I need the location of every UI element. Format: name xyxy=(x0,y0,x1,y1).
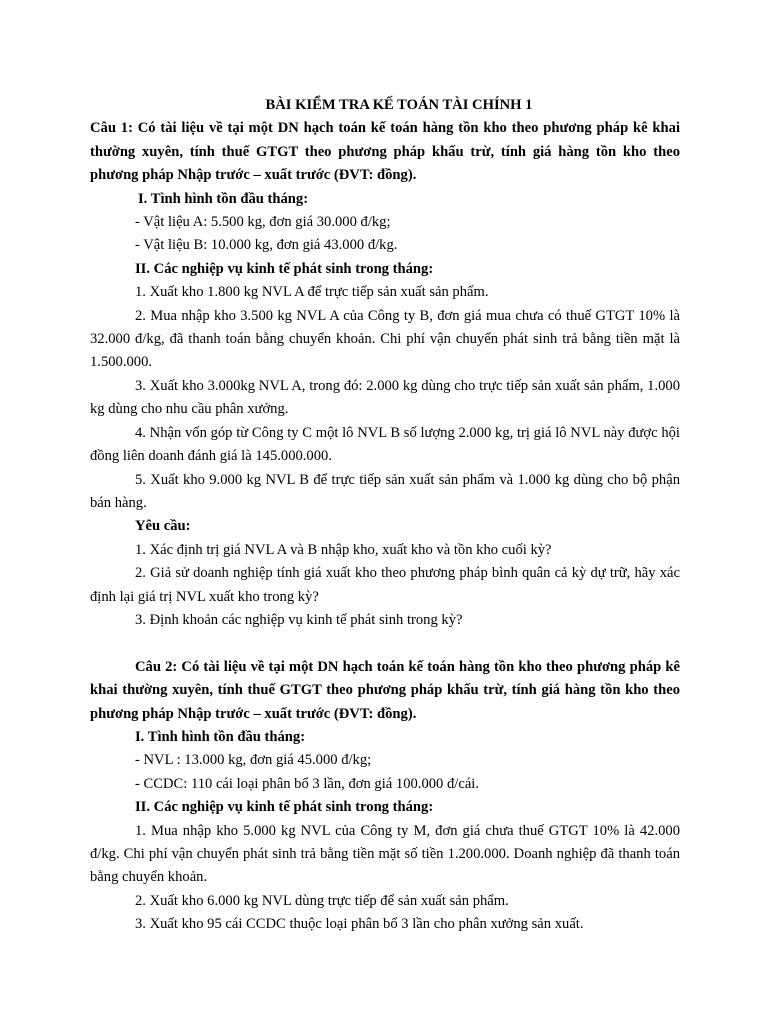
question-1-transaction: 3. Xuất kho 3.000kg NVL A, trong đó: 2.000 kg dùng cho trực tiếp sản xuất sản phẩm, 1.000 kg dùng cho nhu cầu phân xưởng. xyxy=(90,377,680,418)
document-title: BÀI KIỂM TRA KẾ TOÁN TÀI CHÍNH 1 xyxy=(265,97,533,113)
question-1-transaction: 5. Xuất kho 9.000 kg NVL B để trực tiếp sản xuất sản phẩm và 1.000 kg dùng cho bộ phận bán hàng. xyxy=(90,471,680,511)
question-1-requirement: 1. Xác định trị giá NVL A và B nhập kho, xuất kho và tồn kho cuối kỳ? xyxy=(135,541,552,558)
paragraph-spacer xyxy=(90,632,680,655)
question-2-transaction: 3. Xuất kho 95 cái CCDC thuộc loại phân bổ 3 lần cho phân xưởng sản xuất. xyxy=(135,916,584,933)
question-2-opening-heading: I. Tình hình tồn đầu tháng: xyxy=(135,728,306,745)
question-1-opening-item: - Vật liệu B: 10.000 kg, đơn giá 43.000 đ/kg. xyxy=(135,237,398,254)
question-1-requirement: 3. Định khoản các nghiệp vụ kinh tế phát sinh trong kỳ? xyxy=(135,611,463,628)
question-1-opening-heading: I. Tình hình tồn đầu tháng: xyxy=(138,190,309,207)
question-2-transaction: 1. Mua nhập kho 5.000 kg NVL của Công ty M, đơn giá chưa thuế GTGT 10% là 42.000 đ/kg. Chi phí vận chuyển phát sinh trả bằng tiền mặt số tiền 1.200.000. Doanh nghiệp đã thanh toán bằng chuyển khoản. xyxy=(90,822,680,886)
question-2-opening-item: - CCDC: 110 cái loại phân bổ 3 lần, đơn giá 100.000 đ/cái. xyxy=(135,775,479,792)
question-1-transactions-heading: II. Các nghiệp vụ kinh tế phát sinh trong tháng: xyxy=(135,260,434,277)
question-1-transaction: 4. Nhận vốn góp từ Công ty C một lô NVL B số lượng 2.000 kg, trị giá lô NVL này được hội đồng liên doanh đánh giá là 145.000.000. xyxy=(90,424,680,465)
question-2-opening-item: - NVL : 13.000 kg, đơn giá 45.000 đ/kg; xyxy=(135,752,372,769)
question-1-opening-item: - Vật liệu A: 5.500 kg, đơn giá 30.000 đ/kg; xyxy=(135,214,391,231)
document-page xyxy=(90,94,680,937)
question-2-transactions-heading: II. Các nghiệp vụ kinh tế phát sinh trong tháng: xyxy=(135,799,434,816)
question-1-transaction: 2. Mua nhập kho 3.500 kg NVL A của Công ty B, đơn giá mua chưa có thuế GTGT 10% là 32.000 đ/kg, đã thanh toán bằng chuyển khoản. Chi phí vận chuyển phát sinh trả bằng tiền mặt là 1.500.000. xyxy=(90,307,680,371)
question-2-transaction: 2. Xuất kho 6.000 kg NVL dùng trực tiếp để sản xuất sản phẩm. xyxy=(135,892,509,909)
question-2-intro: Câu 2: Có tài liệu về tại một DN hạch toán kế toán hàng tồn kho theo phương pháp kê khai thường xuyên, tính thuế GTGT theo phương pháp khấu trừ, tính giá hàng tồn kho theo phương pháp Nhập trước – xuất trước (ĐVT: đồng). xyxy=(90,658,680,722)
question-1-requirements-heading: Yêu cầu: xyxy=(135,518,191,535)
question-1-transaction: 1. Xuất kho 1.800 kg NVL A để trực tiếp sản xuất sản phẩm. xyxy=(135,284,489,301)
question-1-intro: Câu 1: Có tài liệu về tại một DN hạch toán kế toán hàng tồn kho theo phương pháp kê khai thường xuyên, tính thuế GTGT theo phương pháp khấu trừ, tính giá hàng tồn kho theo phương pháp Nhập trước – xuất trước (ĐVT: đồng). xyxy=(90,120,680,184)
question-1-requirement: 2. Giả sử doanh nghiệp tính giá xuất kho theo phương pháp bình quân cả kỳ dự trữ, hãy xác định lại giá trị NVL xuất kho trong kỳ? xyxy=(90,565,680,605)
